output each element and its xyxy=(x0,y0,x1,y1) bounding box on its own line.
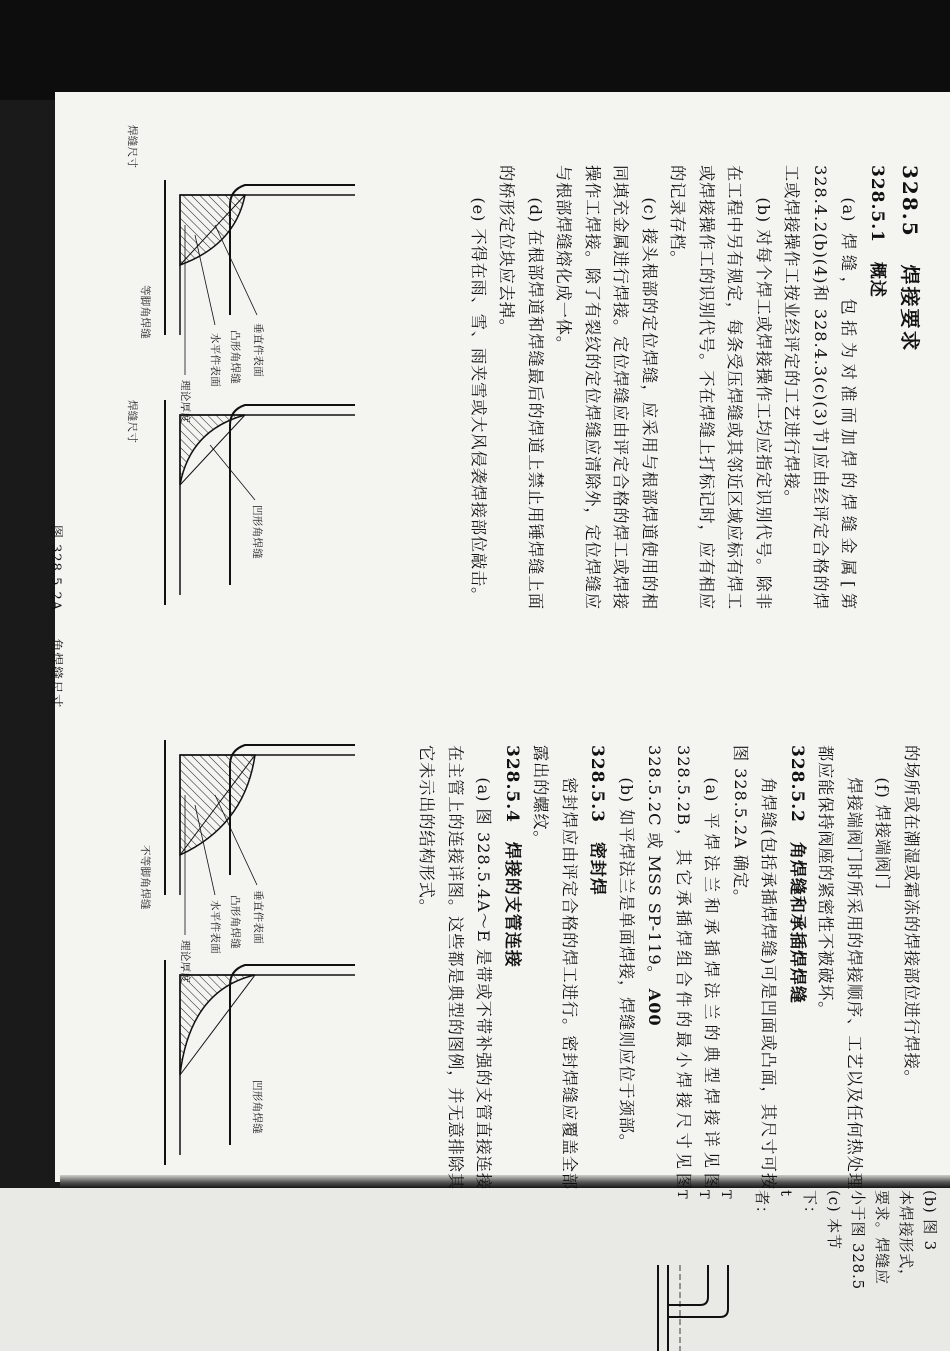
section-title: 焊接要求 xyxy=(898,264,922,353)
paragraph-c: (c) 接头根部的定位焊缝，应采用与根部焊道使用的相同填充金属进行焊接。定位焊缝应由评定合格的焊工或焊接操作工焊接。除了有裂纹的定位焊缝应清除外，定位焊缝应与根部焊缝熔化成一体。 xyxy=(554,165,659,610)
definition: T xyxy=(696,1190,711,1200)
label-concave-fillet: 凹形角焊缝 xyxy=(251,505,263,559)
definition: T xyxy=(718,1190,733,1200)
left-column xyxy=(464,165,926,610)
label-weld-size: 焊缝尺寸 xyxy=(126,125,138,169)
fillet-weld-drawing xyxy=(65,165,365,610)
pipe-drawing-fragment xyxy=(640,1265,750,1351)
next-line: 本焊接形式， xyxy=(897,1190,915,1285)
paragraph-e: (e) 不得在雨、雪、雨夹雪或大风侵袭焊接部位敲击。 xyxy=(469,197,488,605)
subsection-title: 密封焊 xyxy=(587,841,608,896)
paragraph-f: 焊接端阀门时所采用的焊接顺序、工艺以及任何热处理都应能保持阀座的紧密性不被破坏。 xyxy=(816,745,864,1190)
label-theoretical-throat: 理论厚度 xyxy=(179,380,191,424)
caption-title: 角焊缝尺寸 xyxy=(48,638,63,709)
rotated-page-content xyxy=(48,125,925,1195)
paragraph-a: (a) 图 328.5.4A～E 是带或不带补强的支管直接连接在主管上的连接详图。这些都是典型的图例，并无意排除其它未示出的结构形式。 xyxy=(417,745,494,1190)
section-number: 328.5 xyxy=(898,165,922,238)
label-weld-size-2: 焊缝尺寸 xyxy=(126,400,138,444)
subsection-heading-2 xyxy=(783,745,812,1190)
label-convex-fillet: 凸形角焊缝 xyxy=(229,895,241,949)
figure-caption xyxy=(48,525,67,730)
subsection-number: 328.5.2 xyxy=(787,745,807,823)
subsection-number: 328.5.1 xyxy=(867,165,887,243)
scanner-shadow xyxy=(0,0,950,100)
subsection-title: 概述 xyxy=(867,261,887,298)
definition: T xyxy=(674,1190,689,1200)
figure-equal-leg xyxy=(65,125,365,610)
label-vertical-surface: 垂直件表面 xyxy=(252,323,264,377)
next-line: 小于图 328.5 xyxy=(849,1190,867,1290)
subsection-heading-4 xyxy=(498,745,527,1190)
next-line: (b) 图 3 xyxy=(921,1190,939,1251)
paragraph: 密封焊应由评定合格的焊工进行。密封焊缝应覆盖全部露出的螺纹。 xyxy=(531,745,579,1190)
paragraph: 角焊缝(包括承插焊焊缝)可是凹面或凸面，其尺寸可按图 328.5.2A 确定。 xyxy=(731,745,779,1190)
subsection-heading xyxy=(863,165,892,610)
paragraph-f-title: (f) 焊接端阀门 xyxy=(873,777,893,891)
figure-subtitle: 不等脚角焊缝 xyxy=(139,845,151,910)
label-vertical-surface: 垂直件表面 xyxy=(252,890,264,944)
right-column xyxy=(412,745,925,1190)
subsection-number: 328.5.3 xyxy=(587,745,608,823)
next-line: 要求。焊缝应 xyxy=(873,1190,891,1285)
next-line: 下： xyxy=(801,1190,819,1222)
figure-subtitle: 等脚角焊缝 xyxy=(139,285,151,339)
paragraph-a: (a) 焊缝，包括为对准而加焊的焊缝金属[第 328.4.2(b)(4)和 328.4.3(c)(3)节]应由经评定合格的焊工或焊接操作工按业经评定的工艺进行焊接。 xyxy=(782,165,859,610)
paragraph-b: (b) 如平焊法兰是单面焊接，焊缝则应位于颈部。 xyxy=(617,777,636,1151)
paragraph-a xyxy=(640,745,726,1190)
next-line: 者： xyxy=(753,1190,771,1222)
next-line: t xyxy=(777,1190,795,1197)
label-horizontal-surface: 水平件表面 xyxy=(209,900,221,954)
label-concave-fillet: 凹形角焊缝 xyxy=(251,1080,263,1134)
section-heading xyxy=(895,165,925,610)
paragraph-d: (d) 在根部焊道和焊缝最后的焊道上禁止用锤焊缝上面的桥形定位块应去掉。 xyxy=(497,165,545,610)
figure-unequal-leg xyxy=(65,725,365,1170)
paragraph-text: (a) 平焊法兰和承插焊法兰的典型焊接详见图 328.5.2B，其它承插焊组合件的最小焊接尺寸见图 328.5.2C 或 MSS SP-119。 xyxy=(645,745,722,1190)
subsection-title: 焊接的支管连接 xyxy=(502,841,522,968)
label-horizontal-surface: 水平件表面 xyxy=(209,333,221,387)
subsection-title: 角焊缝和承插焊焊缝 xyxy=(787,841,807,1004)
paragraph-b: (b) 对每个焊工或焊接操作工均应指定识别代号。除非在工程中另有规定，每条受压焊缝或其邻近区域应标有焊工或焊接操作工的识别代号。不在焊缝上打标记时，应有相应的记录存档。 xyxy=(668,165,773,610)
label-convex-fillet: 凸形角焊缝 xyxy=(229,330,241,384)
revision-mark: A00 xyxy=(645,988,665,1027)
continued-text: 的场所或在潮湿或霜冻的焊接部位进行焊接。 xyxy=(902,745,921,1087)
next-line: (c) 本节 xyxy=(825,1190,843,1250)
subsection-number: 328.5.4 xyxy=(502,745,522,823)
label-theoretical-throat: 理论厚度 xyxy=(179,940,191,984)
caption-number: 图 328.5.2A xyxy=(48,525,63,612)
subsection-heading-3 xyxy=(583,745,612,1190)
